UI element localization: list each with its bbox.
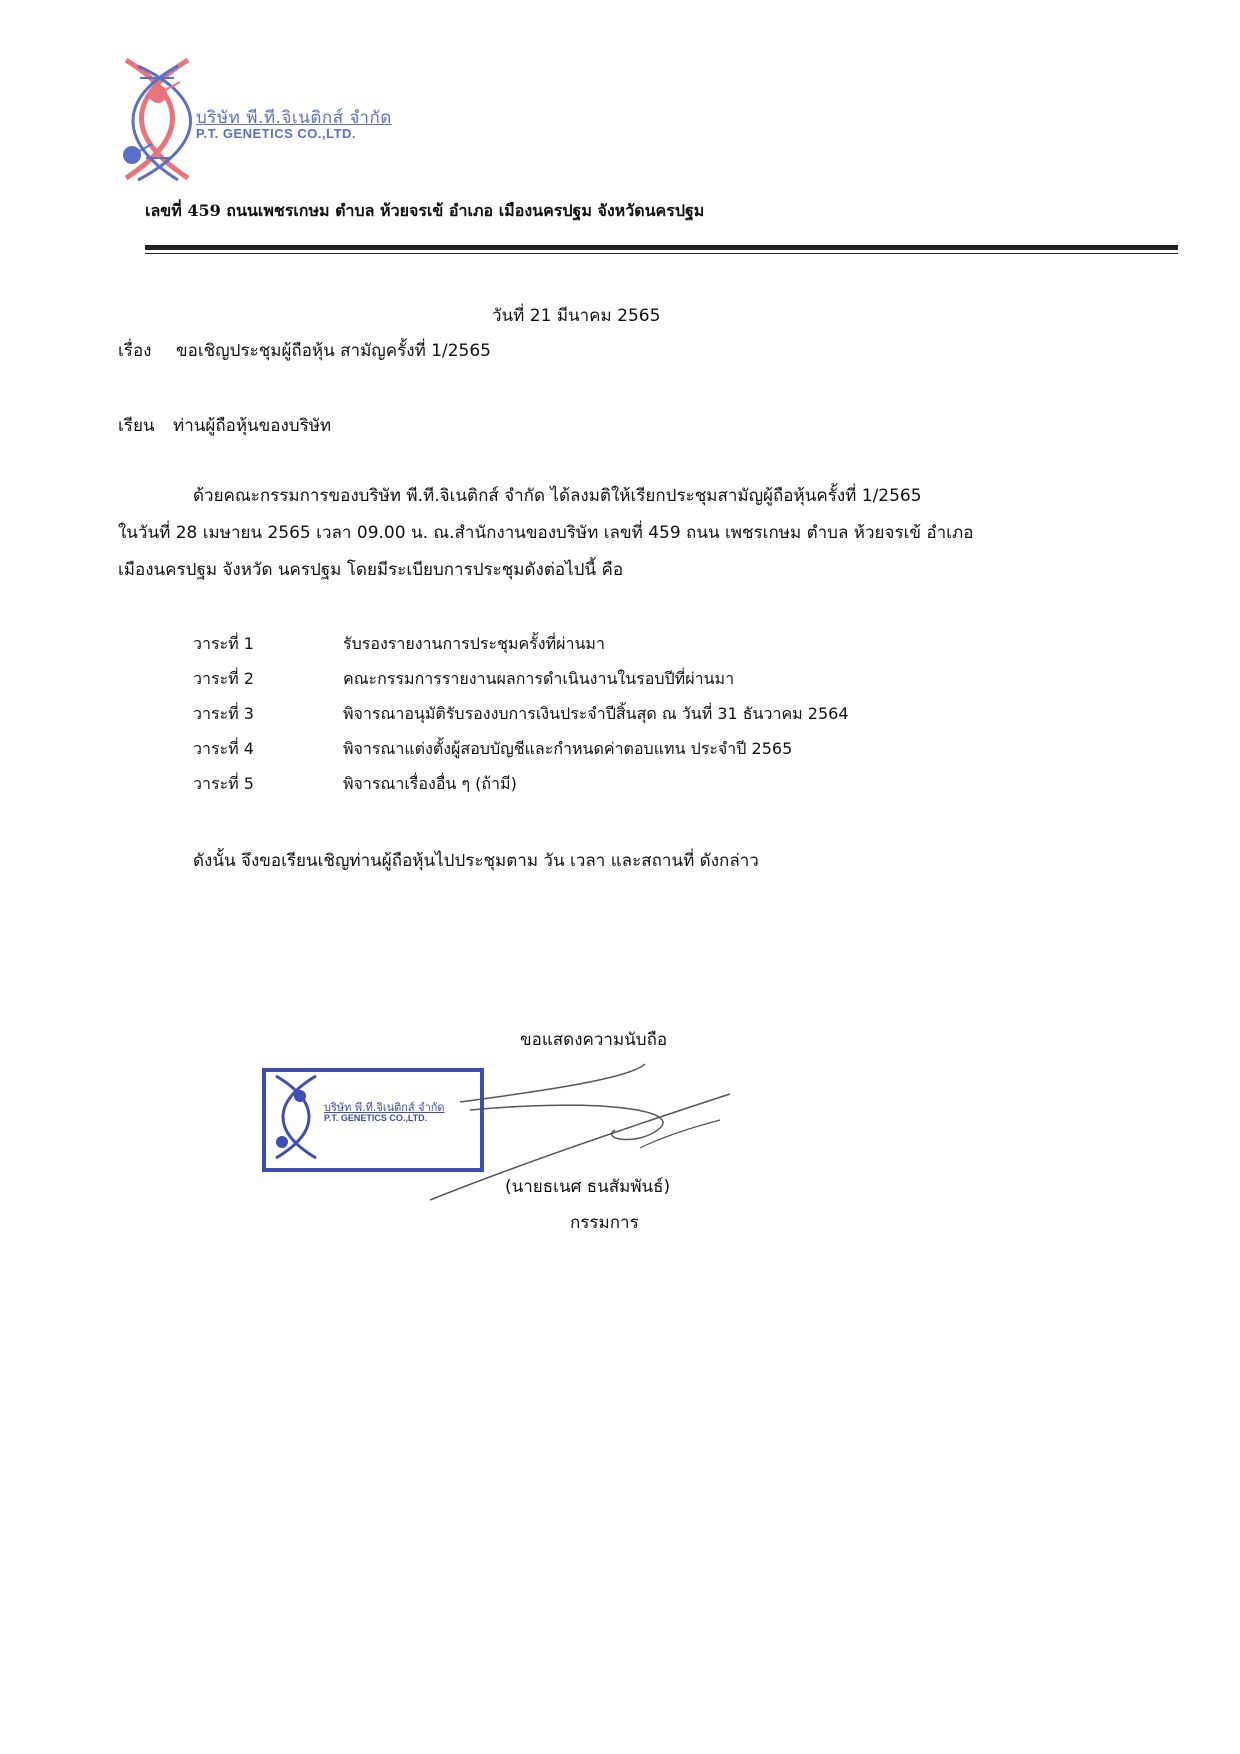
company-name-english: P.T. GENETICS CO.,LTD.	[196, 126, 357, 141]
agenda-item-label: วาระที่ 3	[193, 704, 254, 723]
agenda-item-text: รับรองรายงานการประชุมครั้งที่ผ่านมา	[343, 634, 605, 653]
subject-text: ขอเชิญประชุมผู้ถือหุ้น สามัญครั้งที่ 1/2565	[176, 341, 491, 361]
agenda-item-label: วาระที่ 4	[193, 739, 254, 758]
body-line: ในวันที่ 28 เมษายน 2565 เวลา 09.00 น. ณ.สำนักงานของบริษัท เลขที่ 459 ถนน เพชรเกษม ตำบล ห้วยจรเข้ อำเภอ	[118, 523, 974, 543]
header-divider	[145, 245, 1178, 250]
company-address: เลขที่ 459 ถนนเพชรเกษม ตำบล ห้วยจรเข้ อำเภอ เมืองนครปฐม จังหวัดนครปฐม	[145, 201, 705, 220]
stamp-company-name-thai: บริษัท พี.ที.จิเนติกส์ จำกัด	[324, 1101, 445, 1114]
header-divider-thin	[145, 253, 1178, 254]
regards-text: ขอแสดงความนับถือ	[520, 1030, 668, 1050]
letter-date: วันที่ 21 มีนาคม 2565	[492, 306, 661, 326]
agenda-item-text: คณะกรรมการรายงานผลการดำเนินงานในรอบปีที่ผ่านมา	[343, 669, 735, 688]
stamp-logo-icon	[270, 1072, 330, 1162]
signer-position: กรรมการ	[570, 1213, 639, 1233]
body-line: เมืองนครปฐม จังหวัด นครปฐม โดยมีระเบียบการประชุมดังต่อไปนี้ คือ	[118, 560, 624, 580]
agenda-item-text: พิจารณาเรื่องอื่น ๆ (ถ้ามี)	[343, 774, 517, 793]
subject-label: เรื่อง	[118, 341, 152, 361]
agenda-item-text: พิจารณาอนุมัติรับรองงบการเงินประจำปีสิ้นสุด ณ วันที่ 31 ธันวาคม 2564	[343, 704, 849, 723]
agenda-item-label: วาระที่ 5	[193, 774, 254, 793]
agenda-item-text: พิจารณาแต่งตั้งผู้สอบบัญชีและกำหนดค่าตอบแทน ประจำปี 2565	[343, 739, 793, 758]
agenda-item-label: วาระที่ 2	[193, 669, 254, 688]
recipient-text: ท่านผู้ถือหุ้นของบริษัท	[173, 416, 332, 436]
closing-text: ดังนั้น จึงขอเรียนเชิญท่านผู้ถือหุ้นไปประชุมตาม วัน เวลา และสถานที่ ดังกล่าว	[193, 851, 759, 871]
agenda-item-label: วาระที่ 1	[193, 634, 254, 653]
recipient-label: เรียน	[118, 416, 155, 436]
company-name-thai: บริษัท พี.ที.จิเนติกส์ จำกัด	[196, 108, 392, 128]
stamp-company-name-english: P.T. GENETICS CO.,LTD.	[324, 1113, 428, 1123]
signer-name: (นายธเนศ ธนสัมพันธ์)	[505, 1177, 671, 1197]
body-line: ด้วยคณะกรรมการของบริษัท พี.ที.จิเนติกส์ จำกัด ได้ลงมติให้เรียกประชุมสามัญผู้ถือหุ้นครั้งที่ 1/2565	[193, 486, 922, 506]
